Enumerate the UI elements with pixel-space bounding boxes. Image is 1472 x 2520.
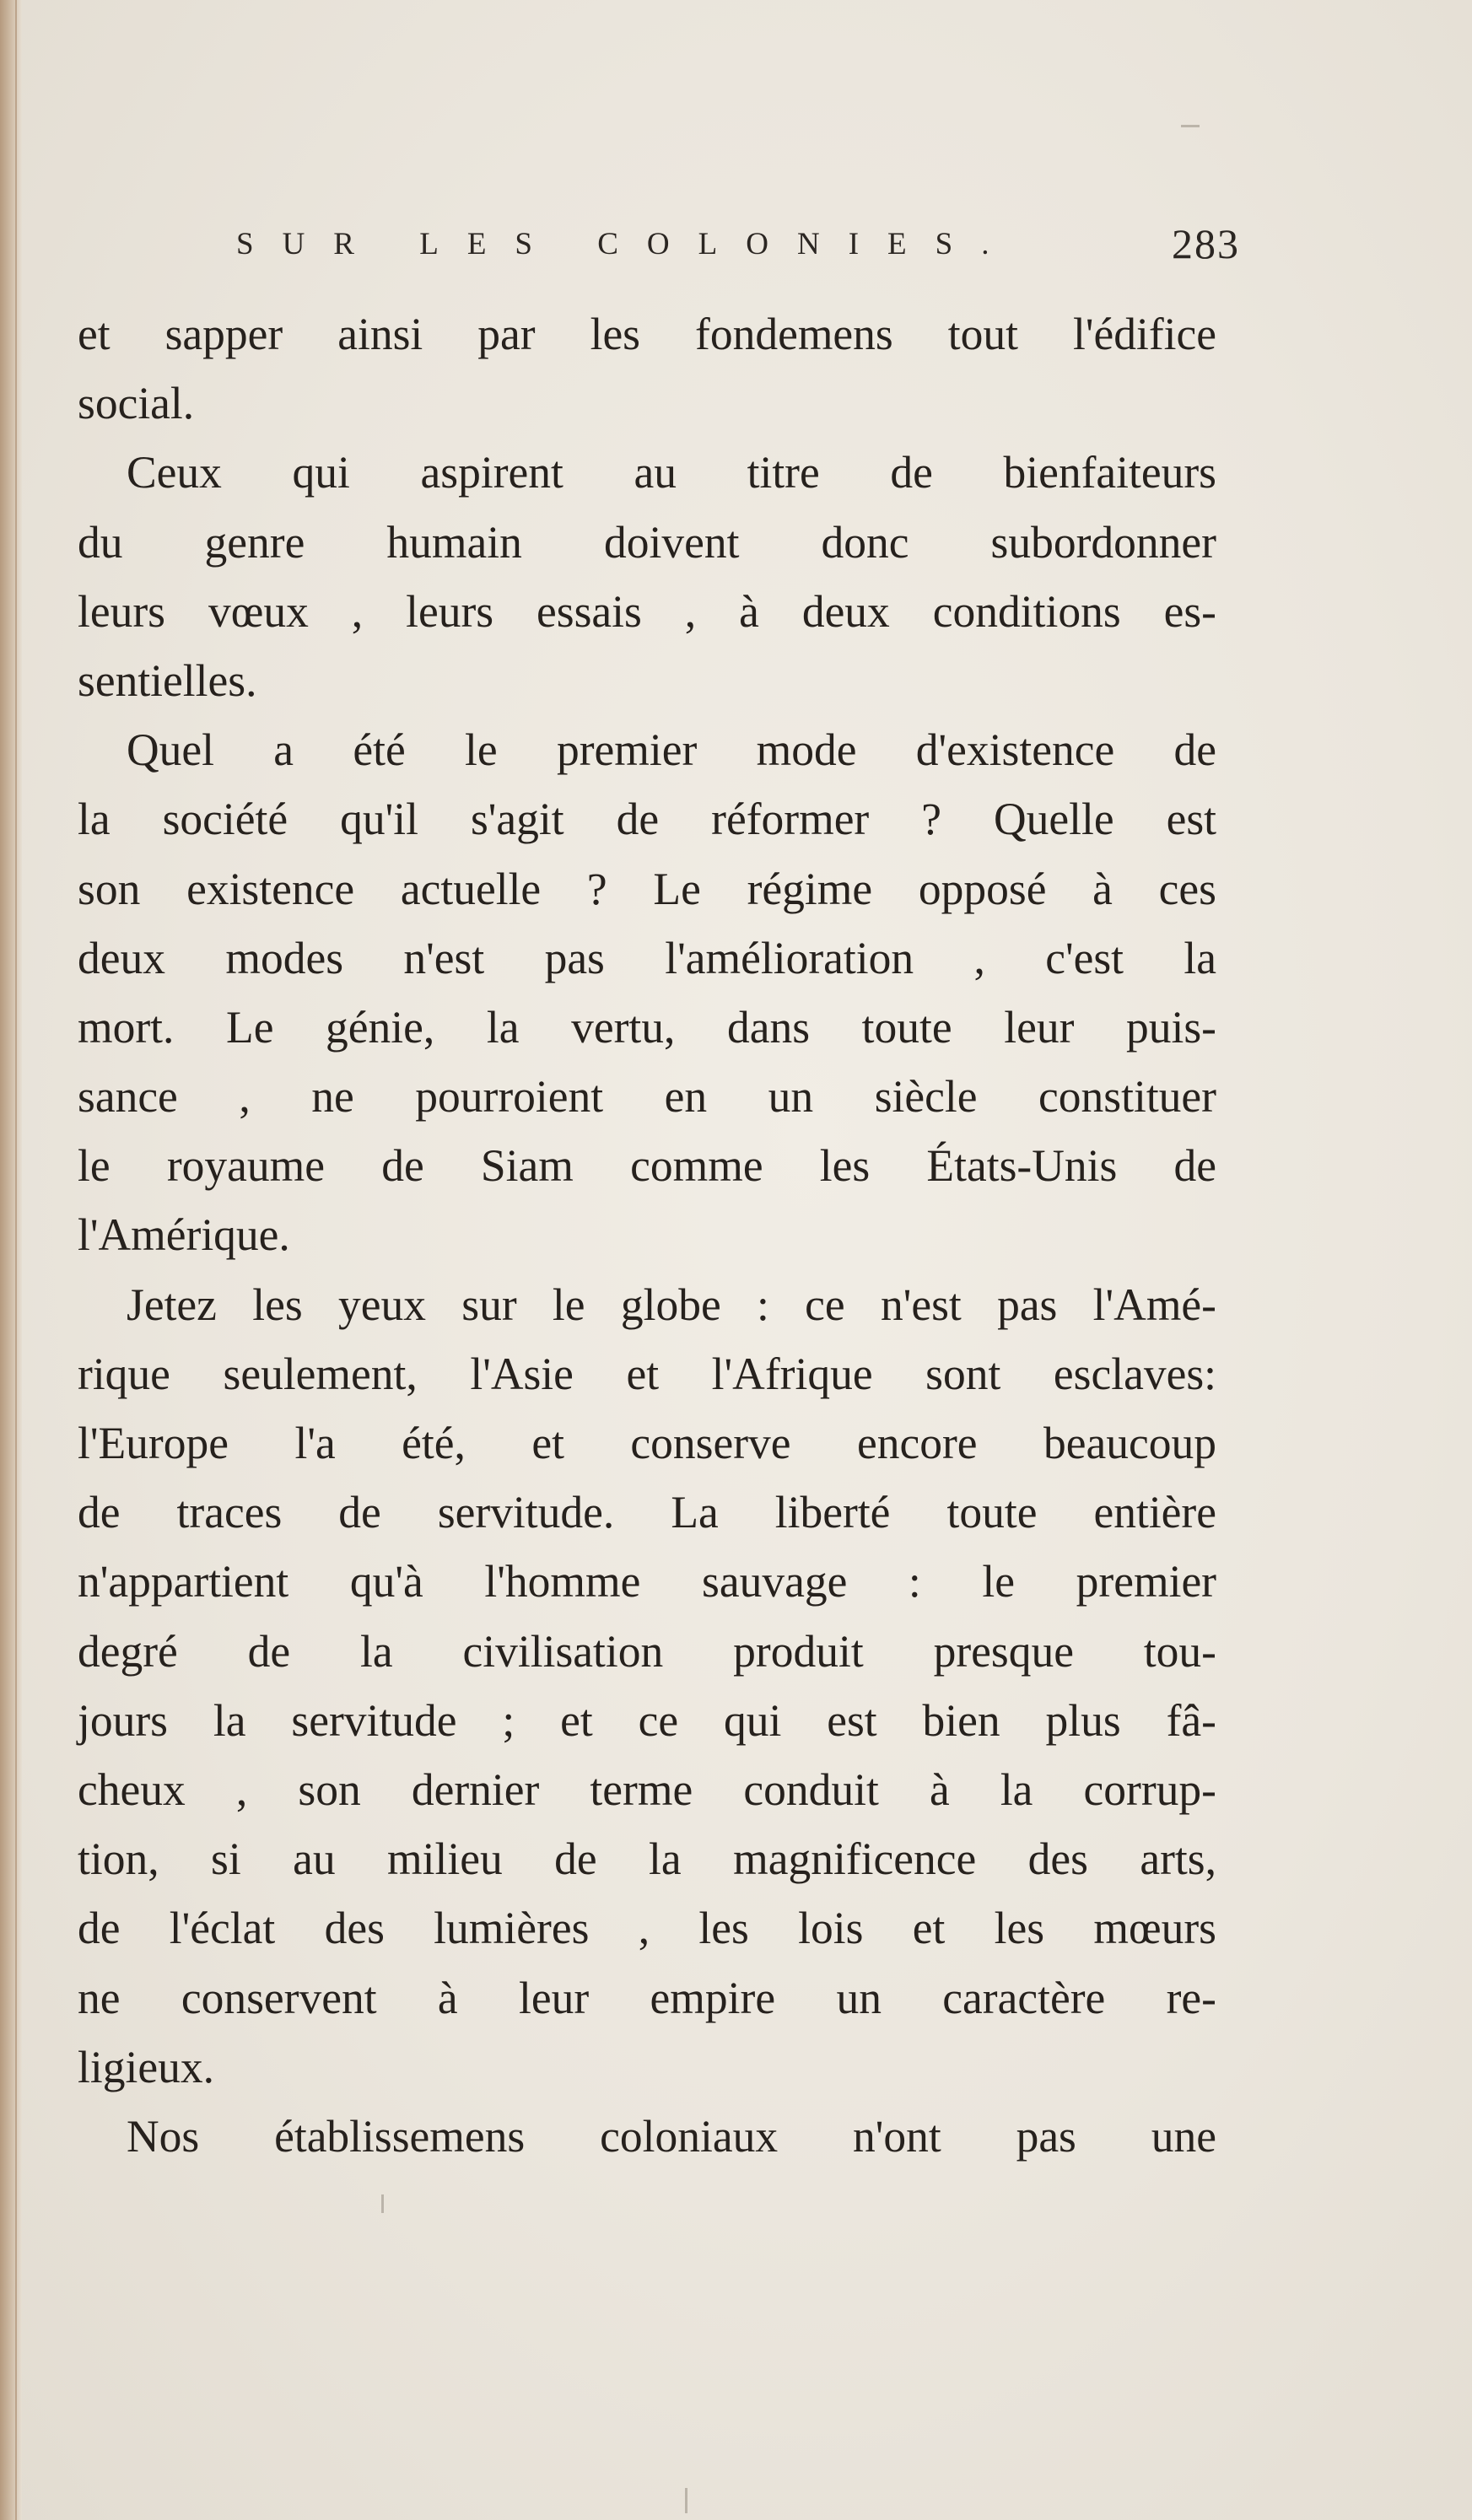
paragraph-start-line: Quel a été le premier mode d'existence de xyxy=(127,724,1216,776)
binding-edge xyxy=(15,0,17,2520)
text-line: le royaume de Siam comme les États-Unis de xyxy=(78,1140,1216,1192)
text-line: de l'éclat des lumières , les lois et les mœurs xyxy=(78,1903,1216,1954)
paragraph-start-line: Nos établissemens coloniaux n'ont pas une xyxy=(127,2110,1216,2162)
paper-speck xyxy=(685,2488,687,2513)
paragraph-start-line: Jetez les yeux sur le globe : ce n'est pas l'Amé- xyxy=(127,1279,1216,1330)
text-line: social. xyxy=(78,378,195,429)
text-line: mort. Le génie, la vertu, dans toute leur puis- xyxy=(78,1001,1216,1053)
running-title: SUR LES COLONIES. xyxy=(236,227,1018,261)
text-line: deux modes n'est pas l'amélioration , c'est la xyxy=(78,932,1216,983)
running-header xyxy=(76,220,1240,285)
body-text xyxy=(78,299,1216,2171)
text-line: son existence actuelle ? Le régime opposé à ces xyxy=(78,863,1216,914)
text-line: sentielles. xyxy=(78,654,257,706)
paragraph-start-line: Ceux qui aspirent au titre de bienfaiteurs xyxy=(127,447,1216,498)
text-line: l'Europe l'a été, et conserve encore beaucoup xyxy=(78,1418,1216,1468)
paper-speck xyxy=(1181,125,1200,127)
text-line: jours la servitude ; et ce qui est bien plus fâ- xyxy=(78,1694,1216,1746)
paper-speck xyxy=(381,2194,384,2213)
page-gutter xyxy=(0,0,22,2520)
text-line: et sapper ainsi par les fondemens tout l'édifice xyxy=(78,309,1216,359)
text-line: leurs vœux , leurs essais , à deux conditions es- xyxy=(78,585,1216,637)
text-line: rique seulement, l'Asie et l'Afrique sont esclaves: xyxy=(78,1348,1216,1399)
text-line: tion, si au milieu de la magnificence des arts, xyxy=(78,1833,1216,1885)
text-line: la société qu'il s'agit de réformer ? Quelle est xyxy=(78,794,1216,845)
text-line: n'appartient qu'à l'homme sauvage : le premier xyxy=(78,1556,1216,1607)
text-line: l'Amérique. xyxy=(78,1209,290,1261)
text-line: cheux , son dernier terme conduit à la corrup- xyxy=(78,1763,1216,1815)
text-line: de traces de servitude. La liberté toute entière xyxy=(78,1487,1216,1538)
text-line: sance , ne pourroient en un siècle constituer xyxy=(78,1071,1216,1123)
page-number: 283 xyxy=(1172,220,1240,267)
text-line: ligieux. xyxy=(78,2041,214,2092)
text-line: ne conservent à leur empire un caractère re- xyxy=(78,1972,1216,2023)
text-line: du genre humain doivent donc subordonner xyxy=(78,516,1216,568)
text-line: degré de la civilisation produit presque tou- xyxy=(78,1625,1216,1677)
